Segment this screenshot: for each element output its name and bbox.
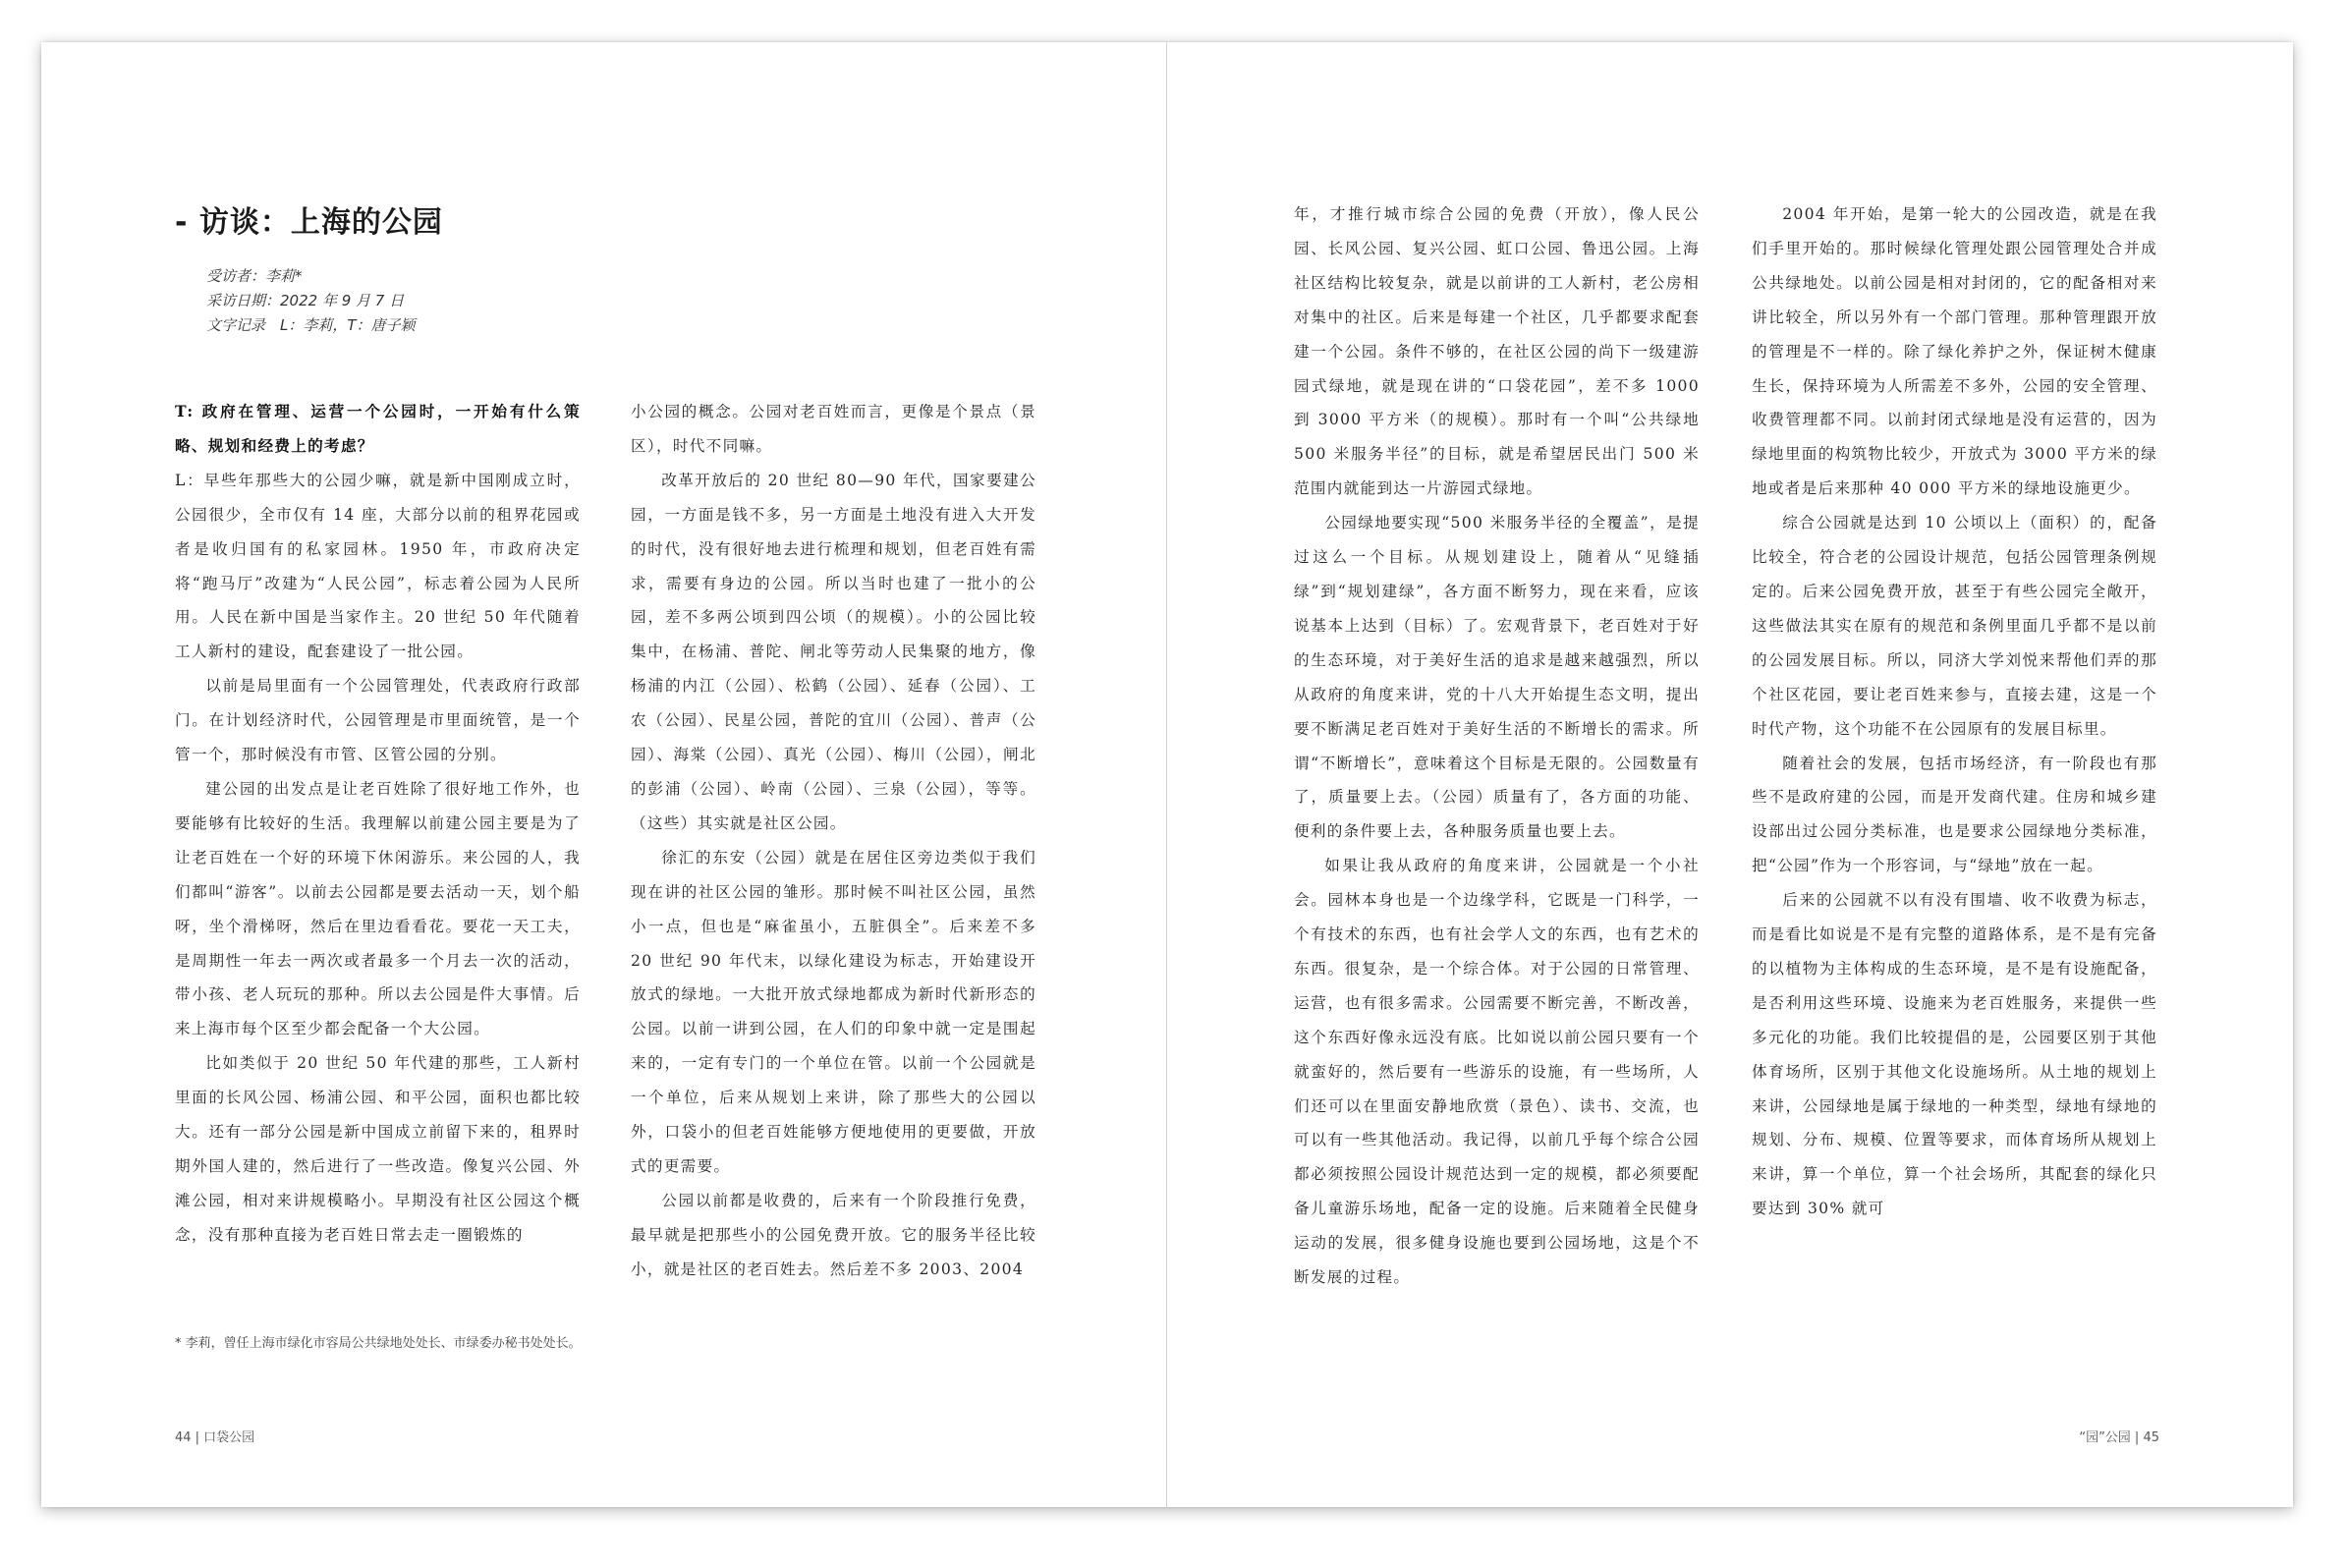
body-paragraph: 综合公园就是达到 10 公顷以上（面积）的，配备比较全，符合老的公园设计规范，包括公园管理条例规定的。后来公园免费开放，甚至于有些公园完全敞开，这些做法其实在原有的规范和条例里面几乎都不是以前的公园发展目标。所以，同济大学刘悦来帮他们弄的那个社区花园，要让老百姓来参与，直接去建，这是一个时代产物，这个功能不在公园原有的发展目标里。 [1752, 514, 2157, 738]
left-column-1 [175, 395, 581, 1253]
body-paragraph: 小公园的概念。公园对老百姓而言，更像是个景点（景区），时代不同嘛。 [631, 403, 1036, 455]
page-folio-left: 44 | 口袋公园 [175, 1430, 255, 1445]
right-column-1 [1294, 197, 1700, 1295]
body-paragraph: 后来的公园就不以有没有围墙、收不收费为标志，而是看比如说是不是有完整的道路体系，是不是有完备的以植物为主体构成的生态环境，是不是有设施配备，是否利用这些环境、设施来为老百姓服务，来提供一些多元化的功能。我们比较提倡的是，公园要区别于其他体育场所，区别于其他文化设施场所。从土地的规划上来讲，公园绿地是属于绿地的一种类型，绿地有绿地的规划、分布、规模、位置等要求，而体育场所从规划上来讲，算一个单位，算一个社会场所，其配套的绿化只要达到 30% 就可 [1752, 891, 2157, 1218]
body-paragraph: 徐汇的东安（公园）就是在居住区旁边类似于我们现在讲的社区公园的雏形。那时候不叫社区公园，虽然小一点，但也是“麻雀虽小，五脏俱全”。后来差不多 20 世纪 90 年代末，以绿化建设为标志，开始建设开放式的绿地。一大批开放式绿地都成为新时代新形态的公园。以前一讲到公园，在人们的印象中就一定是围起来的，一定有专门的一个单位在管。以前一个公园就是一个单位，后来从规划上来讲，除了那些大的公园以外，口袋小的但老百姓能够方便地使用的更要做，开放式的更需要。 [631, 848, 1036, 1175]
interview-date-line: 采访日期：2022 年 9 月 7 日 [206, 292, 405, 309]
body-paragraph: 随着社会的发展，包括市场经济，有一阶段也有那些不是政府建的公园，而是开发商代建。住房和城乡建设部出过公园分类标准，也是要求公园绿地分类标准，把“公园”作为一个形容词，与“绿地”放在一起。 [1752, 754, 2157, 875]
body-paragraph: L：早些年那些大的公园少嘛，就是新中国刚成立时，公园很少，全市仅有 14 座，大部分以前的租界花园或者是收归国有的私家园林。1950 年，市政府决定将“跑马厅”改建为“人民公园”，标志着公园为人民所用。人民在新中国是当家作主。20 世纪 50 年代随着工人新村的建设，配套建设了一批公园。 [175, 471, 581, 661]
interview-question: T: 政府在管理、运营一个公园时，一开始有什么策略、规划和经费上的考虑？ [175, 402, 581, 455]
right-column-2 [1752, 197, 2157, 1226]
body-paragraph: 公园绿地要实现“500 米服务半径的全覆盖”，是提过这么一个目标。从规划建设上，随着从“见缝插绿”到“规划建绿”，各方面不断努力，现在来看，应该说基本上达到（目标）了。宏观背景下，老百姓对于好的生态环境，对于美好生活的追求是越来越强烈，所以从政府的角度来讲，党的十八大开始提生态文明，提出要不断满足老百姓对于美好生活的不断增长的需求。所谓“不断增长”，意味着这个目标是无限的。公园数量有了，质量要上去。（公园）质量有了，各方面的功能、便利的条件要上去，各种服务质量也要上去。 [1294, 514, 1700, 841]
left-column-2 [631, 395, 1036, 1287]
interviewee-line: 受访者：李莉* [206, 267, 303, 285]
body-paragraph: 公园以前都是收费的，后来有一个阶段推行免费，最早就是把那些小的公园免费开放。它的服务半径比较小，就是社区的老百姓去。然后差不多 2003、2004 [631, 1191, 1036, 1278]
body-paragraph: 年，才推行城市综合公园的免费（开放），像人民公园、长风公园、复兴公园、虹口公园、鲁迅公园。上海社区结构比较复杂，就是以前讲的工人新村，老公房相对集中的社区。后来是每建一个社区，几乎都要求配套建一个公园。条件不够的，在社区公园的尚下一级建游园式绿地，就是现在讲的“口袋花园”，差不多 1000 到 3000 平方米（的规模）。那时有一个叫“公共绿地 500 米服务半径”的目标，就是希望居民出门 500 米范围内就能到达一片游园式绿地。 [1294, 205, 1700, 498]
body-paragraph: 如果让我从政府的角度来讲，公园就是一个小社会。园林本身也是一个边缘学科，它既是一门科学，一个有技术的东西，也有社会学人文的东西，也有艺术的东西。很复杂，是一个综合体。对于公园的日常管理、运营，也有很多需求。公园需要不断完善，不断改善，这个东西好像永远没有底。比如说以前公园只要有一个就蛮好的，然后要有一些游乐的设施，有一些场所，人们还可以在里面安静地欣赏（景色）、读书、交流，也可以有一些其他活动。我记得，以前几乎每个综合公园都必须按照公园设计规范达到一定的规模，都必须要配备儿童游乐场地，配备一定的设施。后来随着全民健身运动的发展，很多健身设施也要到公园场地，这是个不断发展的过程。 [1294, 857, 1700, 1287]
interview-meta [206, 264, 416, 338]
article-title: - 访谈：上海的公园 [175, 205, 443, 240]
right-page [1167, 42, 2293, 1507]
recorder-line: 文字记录 L：李莉，T：唐子颖 [206, 316, 416, 334]
book-spread [41, 42, 2293, 1507]
body-paragraph: 以前是局里面有一个公园管理处，代表政府行政部门。在计划经济时代，公园管理是市里面统管，是一个管一个，那时候没有市管、区管公园的分别。 [175, 677, 581, 764]
body-paragraph: 改革开放后的 20 世纪 80—90 年代，国家要建公园，一方面是钱不多，另一方面是土地没有进入大开发的时代，没有很好地去进行梳理和规划，但老百姓有需求，需要有身边的公园。所以当时也建了一批小的公园，差不多两公顷到四公顷（的规模）。小的公园比较集中，在杨浦、普陀、闸北等劳动人民集聚的地方，像杨浦的内江（公园）、松鹤（公园）、延春（公园）、工农（公园）、民星公园，普陀的宜川（公园）、普声（公园）、海棠（公园）、真光（公园）、梅川（公园），闸北的彭浦（公园）、岭南（公园）、三泉（公园），等等。（这些）其实就是社区公园。 [631, 471, 1036, 832]
body-paragraph: 2004 年开始，是第一轮大的公园改造，就是在我们手里开始的。那时候绿化管理处跟公园管理处合并成公共绿地处。以前公园是相对封闭的，它的配备相对来讲比较全，所以另外有一个部门管理。那种管理跟开放的管理是不一样的。除了绿化养护之外，保证树木健康生长，保持环境为人所需差不多外，公园的安全管理、收费管理都不同。以前封闭式绿地是没有运营的，因为绿地里面的构筑物比较少，开放式为 3000 平方米的绿地或者是后来那种 40 000 平方米的绿地设施更少。 [1752, 205, 2157, 498]
page-folio-right: “园”公园 | 45 [2079, 1430, 2159, 1445]
footnote: * 李莉，曾任上海市绿化市容局公共绿地处处长、市绿委办秘书处处长。 [175, 1336, 582, 1351]
body-paragraph: 比如类似于 20 世纪 50 年代建的那些，工人新村里面的长风公园、杨浦公园、和平公园，面积也都比较大。还有一部分公园是新中国成立前留下来的，租界时期外国人建的，然后进行了一些改造。像复兴公园、外滩公园，相对来讲规模略小。早期没有社区公园这个概念，没有那种直接为老百姓日常去走一圈锻炼的 [175, 1054, 581, 1244]
left-page [41, 42, 1167, 1507]
body-paragraph: 建公园的出发点是让老百姓除了很好地工作外，也要能够有比较好的生活。我理解以前建公园主要是为了让老百姓在一个好的环境下休闲游乐。来公园的人，我们都叫“游客”。以前去公园都是要去活动一天，划个船呀，坐个滑梯呀，然后在里边看看花。要花一天工夫，是周期性一年去一两次或者最多一个月去一次的活动，带小孩、老人玩玩的那种。所以去公园是件大事情。后来上海市每个区至少都会配备一个大公园。 [175, 779, 581, 1038]
